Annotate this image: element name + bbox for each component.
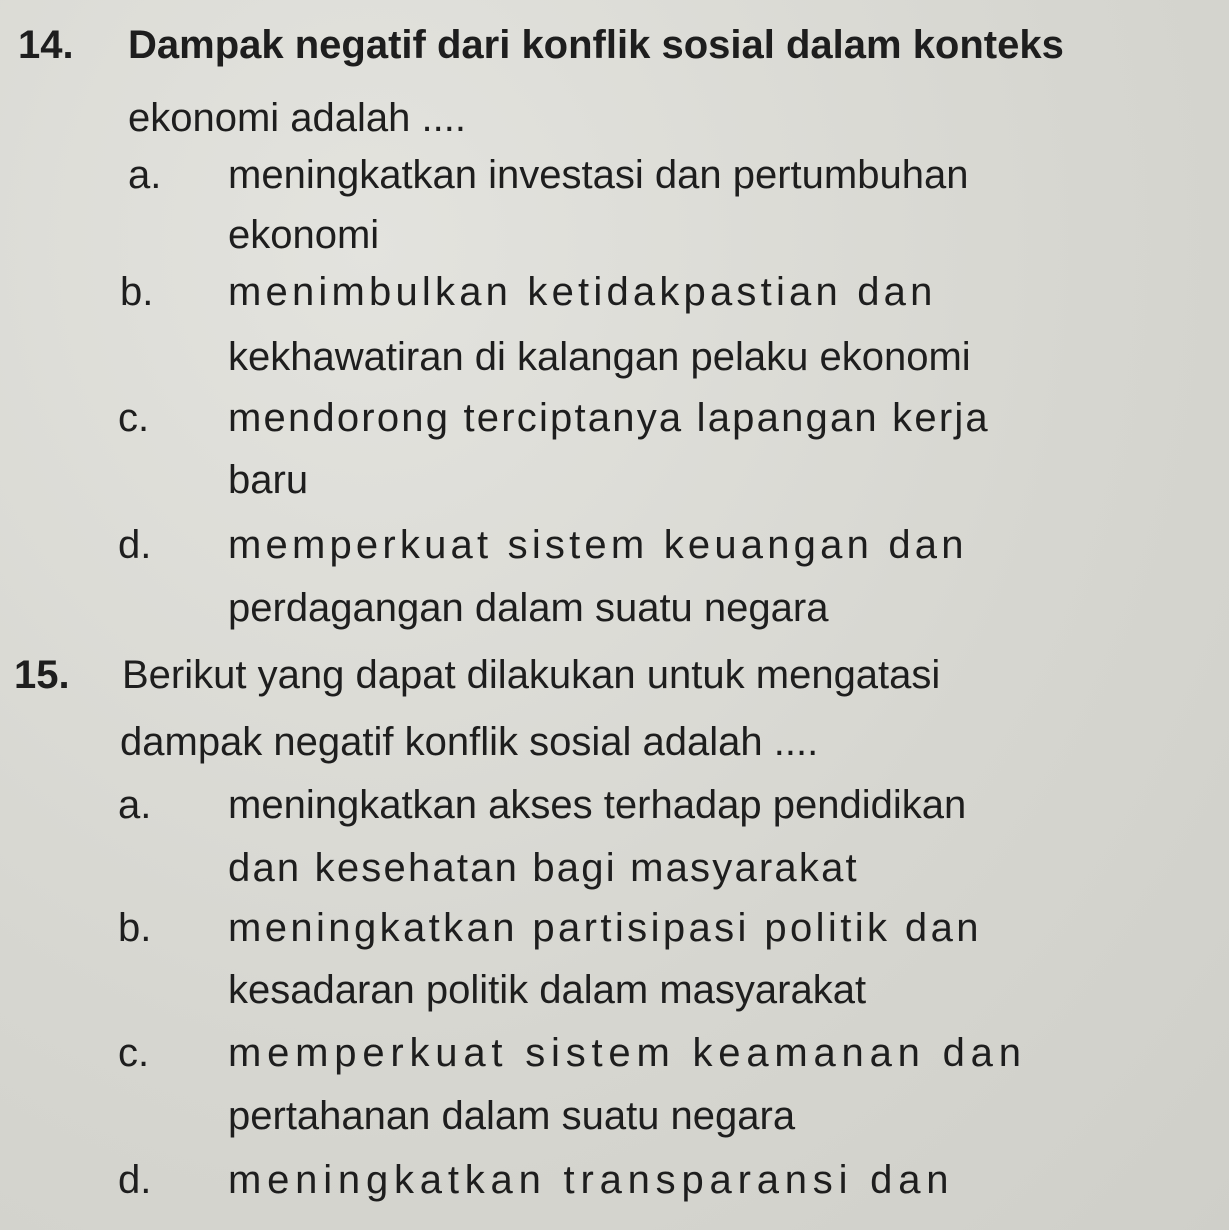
question-stem-line: dampak negatif konflik sosial adalah ....: [120, 720, 819, 764]
option-letter: c.: [118, 1031, 150, 1075]
question-stem-line: Dampak negatif dari konflik sosial dalam konteks: [128, 23, 1064, 67]
option-text-line: ekonomi: [228, 213, 380, 257]
option-letter: d.: [118, 523, 152, 567]
option-letter: a.: [118, 783, 152, 827]
option-text-line: meningkatkan transparansi dan: [228, 1158, 955, 1202]
option-text-line: memperkuat sistem keuangan dan: [228, 523, 968, 567]
option-text-line: menimbulkan ketidakpastian dan: [228, 270, 937, 314]
option-text-line: perdagangan dalam suatu negara: [228, 586, 829, 630]
question-stem-line: Berikut yang dapat dilakukan untuk mengatasi: [122, 653, 941, 697]
option-text-line: baru: [228, 458, 309, 502]
option-text-line: kesadaran politik dalam masyarakat: [228, 968, 867, 1012]
option-text-line: pertahanan dalam suatu negara: [228, 1094, 796, 1138]
option-text-line: dan kesehatan bagi masyarakat: [228, 846, 859, 890]
option-text-line: mendorong terciptanya lapangan kerja: [228, 396, 990, 440]
option-letter: a.: [128, 153, 162, 197]
question-number: 15.: [14, 653, 70, 697]
option-text-line: meningkatkan partisipasi politik dan: [228, 906, 982, 950]
option-text-line: meningkatkan investasi dan pertumbuhan: [228, 153, 969, 197]
option-letter: d.: [118, 1158, 152, 1202]
option-letter: b.: [120, 270, 154, 314]
question-stem-line: ekonomi adalah ....: [128, 96, 466, 140]
option-letter: b.: [118, 906, 152, 950]
option-letter: c.: [118, 396, 150, 440]
option-text-line: kekhawatiran di kalangan pelaku ekonomi: [228, 335, 971, 379]
question-number: 14.: [18, 23, 74, 67]
option-text-line: memperkuat sistem keamanan dan: [228, 1031, 1027, 1075]
option-text-line: meningkatkan akses terhadap pendidikan: [228, 783, 967, 827]
